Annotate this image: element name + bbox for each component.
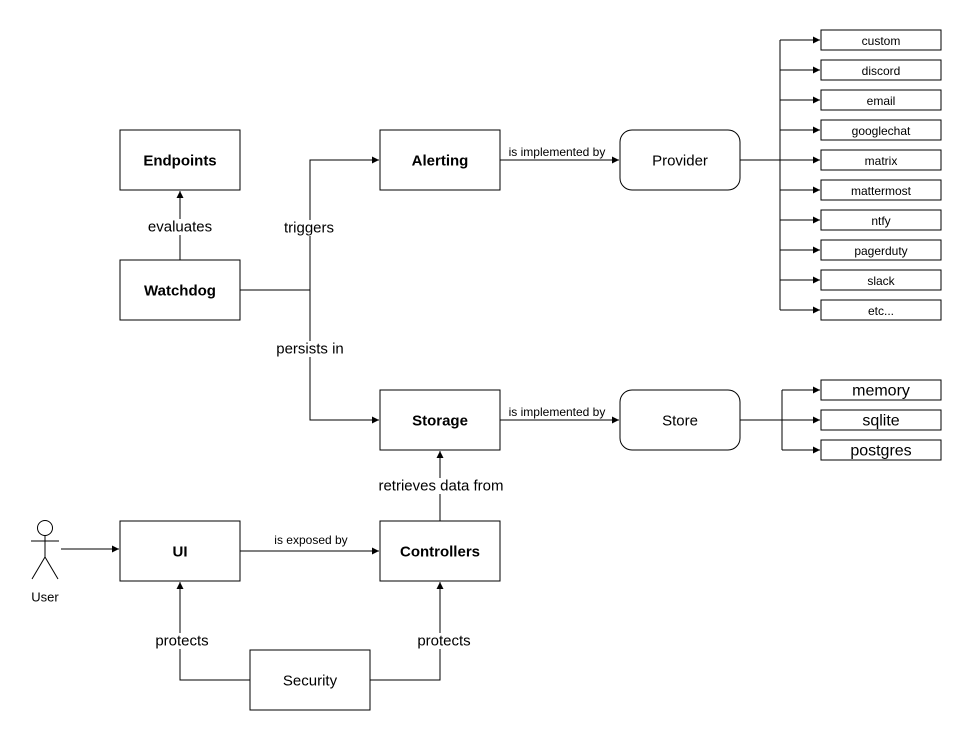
- provider-leaf-mattermost: [821, 180, 941, 200]
- provider-leaf-label: matrix: [864, 154, 898, 168]
- edge-label-persists-in: [274, 341, 346, 358]
- node-security: [250, 650, 370, 710]
- provider-leaf-etc: [821, 300, 941, 320]
- provider-leaf-label: etc...: [867, 304, 895, 318]
- provider-leaf-discord: [821, 60, 941, 80]
- store-implementations: [821, 380, 941, 460]
- provider-leaf-label: pagerduty: [854, 244, 908, 258]
- svg-text:is implemented by: is implemented by: [508, 405, 606, 419]
- provider-leaf-label: slack: [867, 274, 895, 288]
- store-leaf-label: postgres: [850, 442, 912, 460]
- user-actor-leg-left: [32, 557, 45, 579]
- svg-text:is exposed by: is exposed by: [274, 533, 348, 547]
- svg-text:evaluates: evaluates: [147, 218, 213, 236]
- store-leaf-label: sqlite: [862, 412, 900, 430]
- provider-leaf-matrix: [821, 150, 941, 170]
- edge-label-is-exposed-by: [272, 533, 350, 547]
- store-leaf-postgres: [821, 440, 941, 460]
- svg-text:is implemented by: is implemented by: [508, 145, 606, 159]
- ui-label: UI: [172, 543, 188, 561]
- endpoints-label: Endpoints: [143, 152, 217, 170]
- edge-label-alerting-implemented-by: [506, 145, 608, 159]
- edge-label-evaluates: [146, 219, 214, 236]
- node-storage: [380, 390, 500, 450]
- user-actor: [31, 521, 59, 605]
- node-alerting: [380, 130, 500, 190]
- provider-implementations: [821, 30, 941, 320]
- edge-security-controllers: [370, 582, 440, 680]
- svg-text:protects: protects: [417, 632, 471, 650]
- edge-label-protects-ui: [154, 633, 210, 650]
- svg-text:protects: protects: [155, 632, 209, 650]
- store-leaf-memory: [821, 380, 941, 400]
- node-controllers: [380, 521, 500, 581]
- edge-security-ui: [180, 582, 250, 680]
- provider-leaf-label: discord: [861, 64, 901, 78]
- store-leaf-sqlite: [821, 410, 941, 430]
- svg-text:triggers: triggers: [283, 219, 335, 237]
- provider-label: Provider: [652, 152, 708, 170]
- alerting-label: Alerting: [411, 152, 469, 170]
- controllers-label: Controllers: [399, 543, 481, 561]
- node-endpoints: [120, 130, 240, 190]
- node-ui: [120, 521, 240, 581]
- provider-leaf-pagerduty: [821, 240, 941, 260]
- security-label: Security: [282, 672, 338, 690]
- provider-leaf-ntfy: [821, 210, 941, 230]
- provider-leaf-googlechat: [821, 120, 941, 140]
- edge-label-retrieves-data-from: [371, 478, 511, 495]
- edge-label-protects-controllers: [416, 633, 472, 650]
- provider-leaf-custom: [821, 30, 941, 50]
- user-actor-leg-right: [45, 557, 58, 579]
- node-provider: [620, 130, 740, 190]
- user-actor-head: [38, 521, 53, 536]
- edge-label-storage-implemented-by: [506, 405, 608, 419]
- provider-leaf-slack: [821, 270, 941, 290]
- store-leaf-label: memory: [852, 382, 910, 400]
- storage-label: Storage: [412, 412, 468, 430]
- provider-leaf-label: ntfy: [871, 214, 891, 228]
- svg-text:retrieves data from: retrieves data from: [378, 477, 504, 495]
- provider-leaf-label: custom: [861, 34, 901, 48]
- node-store: [620, 390, 740, 450]
- user-label: User: [31, 589, 59, 605]
- provider-leaf-label: mattermost: [850, 184, 912, 198]
- provider-leaf-email: [821, 90, 941, 110]
- store-label: Store: [662, 412, 698, 430]
- watchdog-label: Watchdog: [144, 282, 216, 300]
- svg-text:persists in: persists in: [276, 340, 344, 358]
- node-watchdog: [120, 260, 240, 320]
- edge-label-triggers: [281, 220, 337, 237]
- provider-leaf-label: googlechat: [851, 124, 911, 138]
- provider-leaf-label: email: [866, 94, 896, 108]
